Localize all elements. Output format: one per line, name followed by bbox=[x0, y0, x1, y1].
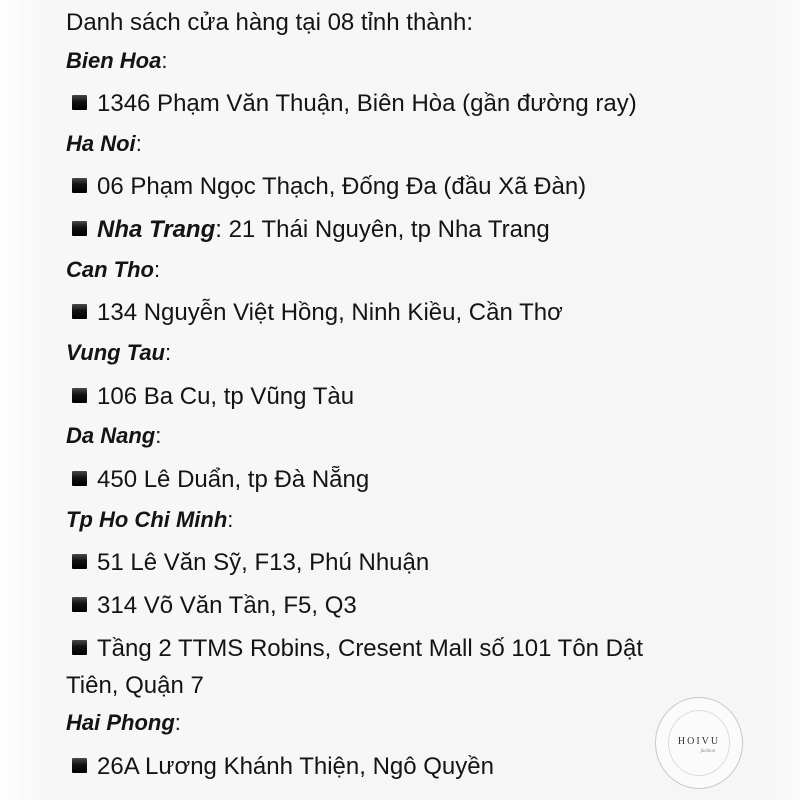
store-item-nha-trang bbox=[62, 215, 550, 245]
city-name: Bien Hoa bbox=[66, 48, 162, 73]
city-heading-vung-tau bbox=[66, 338, 171, 368]
black-square-icon bbox=[72, 221, 87, 236]
store-address: Tầng 2 TTMS Robins, Cresent Mall số 101 Tôn Dật bbox=[97, 635, 644, 662]
colon: : bbox=[227, 507, 234, 532]
black-square-icon bbox=[72, 758, 87, 773]
store-item bbox=[62, 89, 637, 119]
colon: : bbox=[174, 710, 181, 735]
store-item bbox=[62, 634, 643, 664]
store-address-continuation: Tiên, Quận 7 bbox=[66, 672, 204, 699]
city-name: Can Tho bbox=[66, 257, 154, 282]
city-heading-da-nang bbox=[66, 421, 161, 451]
logo-tagline: fashion bbox=[700, 749, 716, 754]
store-item bbox=[62, 382, 354, 412]
city-name: Ha Noi bbox=[66, 131, 136, 156]
store-address: 1346 Phạm Văn Thuận, Biên Hòa (gần đường ray) bbox=[97, 90, 637, 117]
colon: : bbox=[155, 423, 162, 448]
colon: : bbox=[135, 131, 142, 156]
store-item bbox=[62, 465, 369, 495]
colon: : bbox=[165, 340, 172, 365]
city-name: Hai Phong bbox=[66, 710, 175, 735]
store-address: 106 Ba Cu, tp Vũng Tàu bbox=[97, 383, 355, 410]
store-item bbox=[62, 752, 494, 782]
black-square-icon bbox=[72, 554, 87, 569]
black-square-icon bbox=[72, 471, 87, 486]
store-address: 06 Phạm Ngọc Thạch, Đống Đa (đầu Xã Đàn) bbox=[97, 173, 587, 200]
city-name: Tp Ho Chi Minh bbox=[66, 507, 228, 532]
black-square-icon bbox=[72, 178, 87, 193]
city-name: Vung Tau bbox=[66, 340, 165, 365]
store-address: 450 Lê Duẩn, tp Đà Nẵng bbox=[97, 466, 370, 493]
black-square-icon bbox=[72, 304, 87, 319]
city-name: Da Nang bbox=[66, 423, 156, 448]
store-address: 51 Lê Văn Sỹ, F13, Phú Nhuận bbox=[97, 549, 430, 576]
store-address: 26A Lương Khánh Thiện, Ngô Quyền bbox=[97, 753, 494, 780]
store-item bbox=[62, 298, 563, 328]
black-square-icon bbox=[72, 640, 87, 655]
city-heading-bien-hoa bbox=[66, 46, 167, 76]
city-heading-ha-noi bbox=[66, 129, 142, 159]
hoivu-watermark-logo bbox=[655, 697, 743, 789]
colon: : bbox=[154, 257, 161, 282]
store-address: : 21 Thái Nguyên, tp Nha Trang bbox=[215, 216, 550, 243]
city-heading-hai-phong bbox=[66, 708, 181, 738]
city-heading-can-tho bbox=[66, 255, 160, 285]
city-name-inline: Nha Trang bbox=[97, 216, 216, 243]
store-address: 314 Võ Văn Tần, F5, Q3 bbox=[97, 592, 357, 619]
document-title: Danh sách cửa hàng tại 08 tỉnh thành: bbox=[66, 9, 474, 36]
store-address: 134 Nguyễn Việt Hồng, Ninh Kiều, Cần Thơ bbox=[97, 299, 563, 326]
black-square-icon bbox=[72, 95, 87, 110]
colon: : bbox=[161, 48, 168, 73]
black-square-icon bbox=[72, 597, 87, 612]
black-square-icon bbox=[72, 388, 87, 403]
store-item bbox=[62, 172, 586, 202]
store-item bbox=[62, 548, 429, 578]
logo-brand-text: HOIVU bbox=[677, 736, 721, 747]
store-item bbox=[62, 591, 357, 621]
city-heading-ho-chi-minh bbox=[66, 505, 233, 535]
